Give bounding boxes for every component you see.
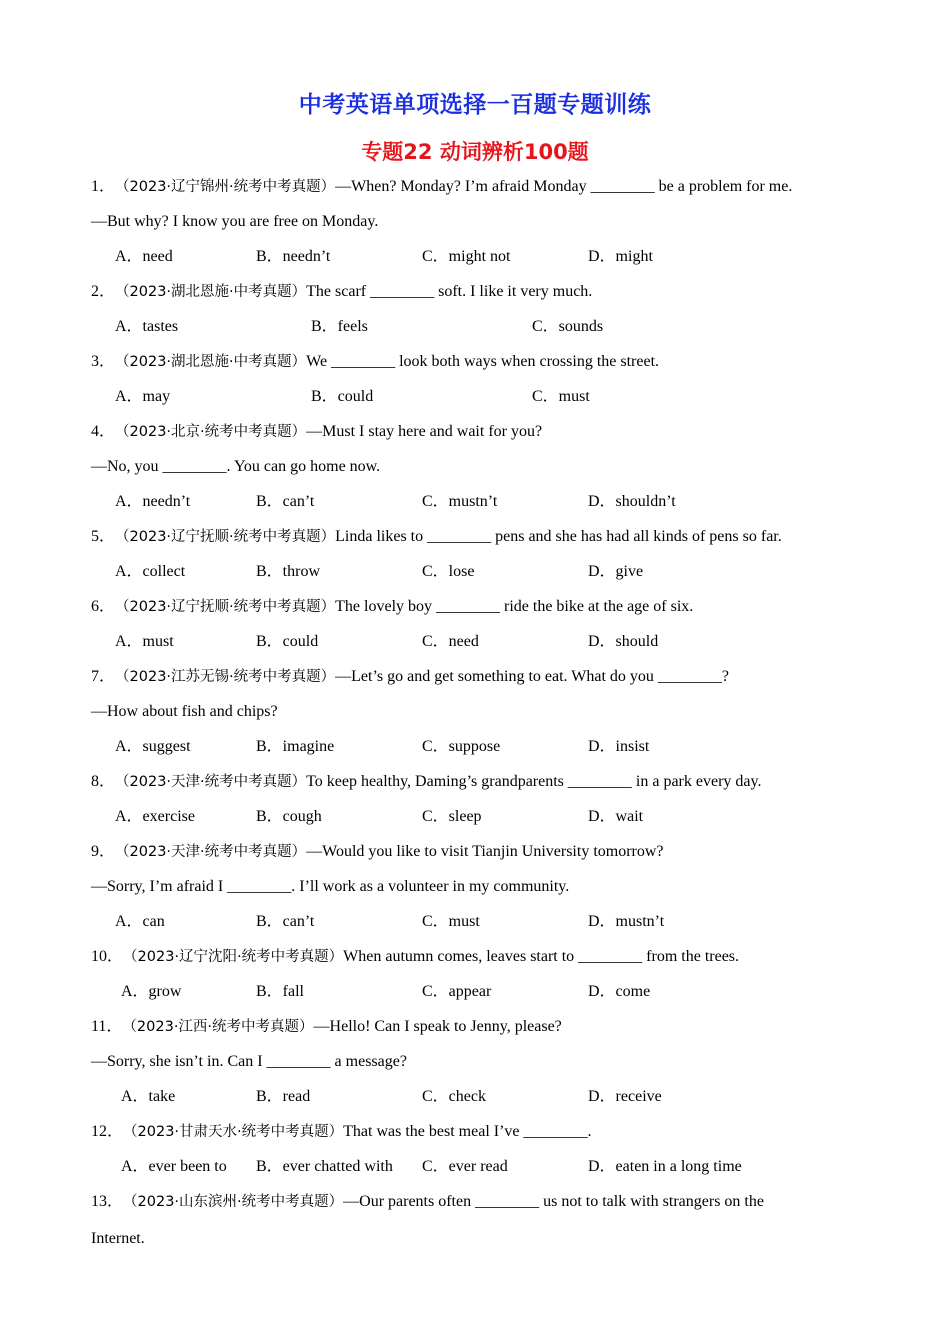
answer-option[interactable]: C．check — [422, 1088, 486, 1105]
answer-option[interactable]: B．ever chatted with — [256, 1158, 393, 1175]
question-stem — [91, 1122, 592, 1142]
question-source: （2023·北京·统考中考真题） — [115, 424, 307, 440]
question-number: 9． — [91, 843, 116, 860]
answer-option[interactable]: A．exercise — [115, 808, 195, 825]
question-number: 13． — [91, 1193, 124, 1210]
question-number: 7． — [91, 668, 116, 685]
answer-option[interactable]: B．imagine — [256, 738, 335, 755]
answer-option[interactable]: C．must — [532, 388, 590, 405]
answer-option[interactable]: A．grow — [121, 983, 182, 1000]
question-number: 5． — [91, 528, 116, 545]
question-text: —Our parents often ________ us not to talk with strangers on the — [343, 1193, 764, 1210]
answer-option[interactable]: D．eaten in a long time — [588, 1158, 742, 1175]
answer-option[interactable]: C．might not — [422, 248, 511, 265]
question-stem — [91, 527, 782, 547]
answer-option[interactable]: B．throw — [256, 563, 321, 580]
answer-option[interactable]: D．mustn’t — [588, 913, 665, 930]
question-stem — [91, 1192, 764, 1212]
answer-option[interactable]: A．needn’t — [115, 493, 191, 510]
question-text: —Hello! Can I speak to Jenny, please? — [313, 1018, 562, 1035]
question-source: （2023·山东滨州·统考中考真题） — [123, 1194, 344, 1210]
page-subtitle: 专题22 动词辨析100题 — [361, 140, 589, 164]
answer-option[interactable]: B．feels — [311, 318, 368, 335]
question-source: （2023·辽宁沈阳·统考中考真题） — [123, 949, 344, 965]
answer-option[interactable]: A．need — [115, 248, 173, 265]
question-number: 10． — [91, 948, 124, 965]
answer-option[interactable]: A．take — [121, 1088, 176, 1105]
answer-option[interactable]: D．shouldn’t — [588, 493, 676, 510]
question-number: 3． — [91, 353, 116, 370]
question-source: （2023·天津·统考中考真题） — [115, 774, 307, 790]
answer-option[interactable]: B．needn’t — [256, 248, 331, 265]
question-stem — [91, 177, 792, 197]
question-stem — [91, 282, 592, 302]
answer-option[interactable]: A．must — [115, 633, 174, 650]
question-text: We ________ look both ways when crossing the street. — [306, 353, 660, 370]
question-text: —When? Monday? I’m afraid Monday ________ be a problem for me. — [335, 178, 793, 195]
question-number: 11． — [91, 1018, 123, 1035]
answer-option[interactable]: C．ever read — [422, 1158, 508, 1175]
answer-option[interactable]: D．receive — [588, 1088, 662, 1105]
question-text: That was the best meal I’ve ________. — [343, 1123, 592, 1140]
answer-option[interactable]: A．ever been to — [121, 1158, 227, 1175]
answer-option[interactable]: C．mustn’t — [422, 493, 498, 510]
answer-option[interactable]: A．suggest — [115, 738, 191, 755]
answer-option[interactable]: B．cough — [256, 808, 322, 825]
answer-option[interactable]: C．need — [422, 633, 479, 650]
question-stem — [91, 422, 542, 442]
answer-option[interactable]: B．can’t — [256, 913, 315, 930]
question-text-continued: —How about fish and chips? — [91, 703, 278, 720]
answer-option[interactable]: A．can — [115, 913, 165, 930]
answer-option[interactable]: C．suppose — [422, 738, 501, 755]
question-source: （2023·湖北恩施·中考真题） — [115, 284, 307, 300]
answer-option[interactable]: C．must — [422, 913, 480, 930]
question-stem — [91, 352, 659, 372]
question-text-continued: —Sorry, I’m afraid I ________. I’ll work as a volunteer in my community. — [91, 878, 570, 895]
question-source: （2023·辽宁锦州·统考中考真题） — [115, 179, 336, 195]
question-text-continued: —No, you ________. You can go home now. — [91, 458, 381, 475]
question-source: （2023·辽宁抚顺·统考中考真题） — [115, 529, 336, 545]
question-stem — [91, 1017, 562, 1037]
answer-option[interactable]: B．read — [256, 1088, 311, 1105]
question-stem — [91, 842, 664, 862]
question-source: （2023·甘肃天水·统考中考真题） — [123, 1124, 344, 1140]
question-number: 12． — [91, 1123, 124, 1140]
answer-option[interactable]: A．tastes — [115, 318, 179, 335]
question-number: 6． — [91, 598, 116, 615]
question-text: —Must I stay here and wait for you? — [306, 423, 543, 440]
answer-option[interactable]: A．collect — [115, 563, 186, 580]
answer-option[interactable]: B．fall — [256, 983, 304, 1000]
answer-option[interactable]: D．might — [588, 248, 653, 265]
answer-option[interactable]: A．may — [115, 388, 171, 405]
answer-option[interactable]: D．should — [588, 633, 659, 650]
question-number: 2． — [91, 283, 116, 300]
question-text: When autumn comes, leaves start to ________ from the trees. — [343, 948, 740, 965]
answer-option[interactable]: C．appear — [422, 983, 492, 1000]
question-text-continued: Internet. — [91, 1230, 145, 1247]
question-text-continued: —Sorry, she isn’t in. Can I ________ a message? — [91, 1053, 407, 1070]
question-text: To keep healthy, Daming’s grandparents ________ in a park every day. — [306, 773, 762, 790]
answer-option[interactable]: C．sounds — [532, 318, 604, 335]
question-source: （2023·湖北恩施·中考真题） — [115, 354, 307, 370]
answer-option[interactable]: D．come — [588, 983, 651, 1000]
question-text: —Would you like to visit Tianjin University tomorrow? — [306, 843, 664, 860]
page-title: 中考英语单项选择一百题专题训练 — [298, 92, 652, 118]
question-stem — [91, 667, 729, 687]
answer-option[interactable]: D．insist — [588, 738, 650, 755]
answer-option[interactable]: C．lose — [422, 563, 475, 580]
question-source: （2023·江西·统考中考真题） — [122, 1019, 314, 1035]
answer-option[interactable]: D．wait — [588, 808, 644, 825]
question-text: Linda likes to ________ pens and she has had all kinds of pens so far. — [335, 528, 782, 545]
question-number: 8． — [91, 773, 116, 790]
answer-option[interactable]: D．give — [588, 563, 644, 580]
question-text: —Let’s go and get something to eat. What do you ________? — [335, 668, 729, 685]
question-text: The lovely boy ________ ride the bike at the age of six. — [335, 598, 694, 615]
answer-option[interactable]: B．could — [256, 633, 319, 650]
question-number: 1． — [91, 178, 116, 195]
question-stem — [91, 772, 761, 792]
question-stem — [91, 947, 739, 967]
question-text-continued: —But why? I know you are free on Monday. — [91, 213, 379, 230]
question-text: The scarf ________ soft. I like it very much. — [306, 283, 593, 300]
question-source: （2023·天津·统考中考真题） — [115, 844, 307, 860]
question-number: 4． — [91, 423, 116, 440]
question-source: （2023·辽宁抚顺·统考中考真题） — [115, 599, 336, 615]
question-source: （2023·江苏无锡·统考中考真题） — [115, 669, 336, 685]
answer-option[interactable]: B．could — [311, 388, 374, 405]
answer-option[interactable]: B．can’t — [256, 493, 315, 510]
question-stem — [91, 597, 693, 617]
answer-option[interactable]: C．sleep — [422, 808, 482, 825]
